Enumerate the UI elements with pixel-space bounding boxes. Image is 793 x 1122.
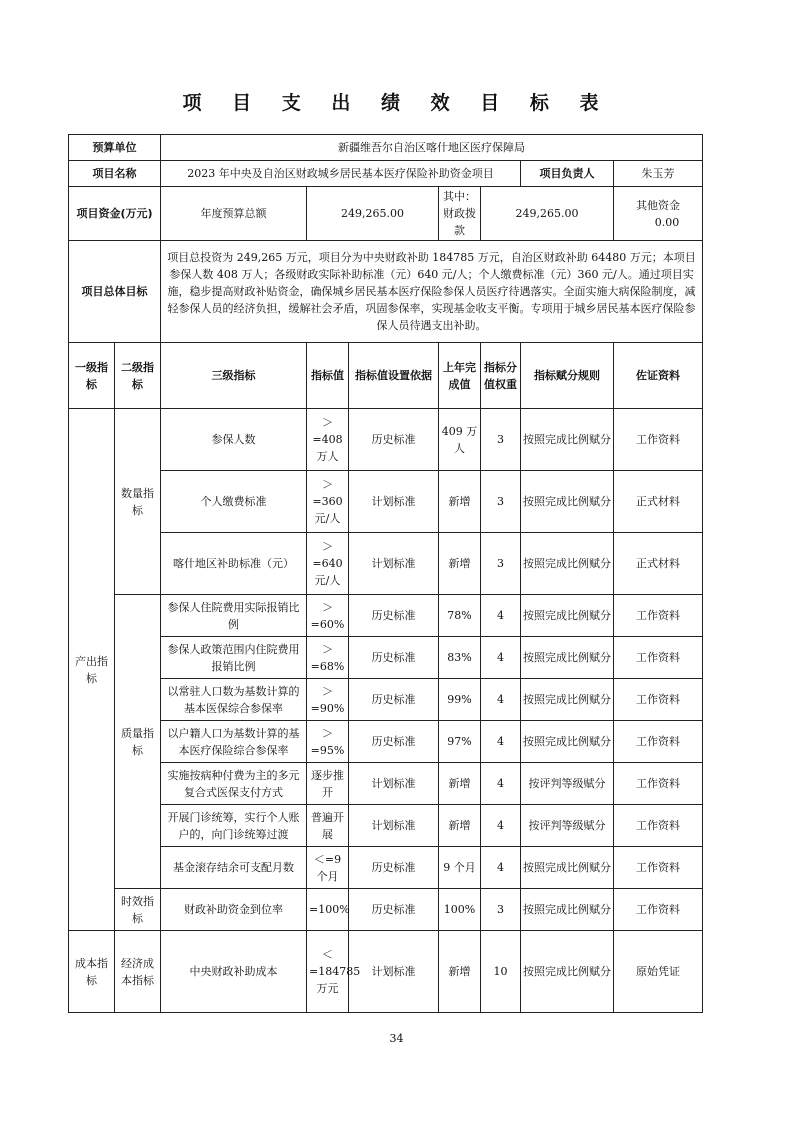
indicator-basis: 历史标准: [349, 409, 439, 471]
indicator-value: ＜=184785 万元: [307, 931, 349, 1013]
indicator-rule: 按照完成比例赋分: [521, 847, 614, 889]
indicator-weight: 3: [481, 409, 521, 471]
indicator-rule: 按照完成比例赋分: [521, 471, 614, 533]
indicator-weight: 3: [481, 471, 521, 533]
indicator-rule: 按照完成比例赋分: [521, 721, 614, 763]
indicator-rule: 按评判等级赋分: [521, 763, 614, 805]
project-owner-label: 项目负责人: [521, 161, 614, 187]
table-row: [69, 471, 703, 533]
indicator-basis: 计划标准: [349, 931, 439, 1013]
indicator-name: 参保人住院费用实际报销比例: [161, 595, 307, 637]
indicator-rule: 按评判等级赋分: [521, 805, 614, 847]
indicator-evidence: 工作资料: [614, 805, 703, 847]
page-title: 项 目 支 出 绩 效 目 标 表: [182, 92, 611, 114]
indicator-basis: 历史标准: [349, 721, 439, 763]
indicator-rule: 按照完成比例赋分: [521, 595, 614, 637]
indicator-value: ＜=9 个月: [307, 847, 349, 889]
indicator-last: 100%: [439, 889, 481, 931]
indicator-rule: 按照完成比例赋分: [521, 889, 614, 931]
funds-row: [69, 187, 703, 241]
header-level1: 一级指标: [69, 343, 115, 409]
indicator-evidence: 正式材料: [614, 471, 703, 533]
funds-label: 项目资金(万元): [69, 187, 161, 241]
indicator-value: ＞=408 万人: [307, 409, 349, 471]
project-owner-value: 朱玉芳: [614, 161, 703, 187]
budget-unit-value: 新疆维吾尔自治区喀什地区医疗保障局: [161, 135, 703, 161]
annual-budget-value: 249,265.00: [307, 187, 439, 241]
indicator-evidence: 工作资料: [614, 721, 703, 763]
performance-target-table: [68, 134, 703, 1013]
indicator-value: ＞=68%: [307, 637, 349, 679]
indicator-basis: 历史标准: [349, 637, 439, 679]
table-row: [69, 409, 703, 471]
indicator-name: 中央财政补助成本: [161, 931, 307, 1013]
indicator-basis: 历史标准: [349, 679, 439, 721]
indicator-weight: 4: [481, 805, 521, 847]
indicator-weight: 3: [481, 889, 521, 931]
level2-timeliness: 时效指标: [115, 889, 161, 931]
indicator-evidence: 原始凭证: [614, 931, 703, 1013]
fiscal-allocation-label: 其中：财政拨款: [439, 187, 481, 241]
other-funds-label: 其他资金: [636, 198, 681, 212]
indicator-last: 新增: [439, 763, 481, 805]
indicator-name: 喀什地区补助标准（元）: [161, 533, 307, 595]
level1-cost: 成本指标: [69, 931, 115, 1013]
indicator-rule: 按照完成比例赋分: [521, 533, 614, 595]
indicator-last: 78%: [439, 595, 481, 637]
indicator-rule: 按照完成比例赋分: [521, 409, 614, 471]
indicator-last: 新增: [439, 805, 481, 847]
indicator-last: 新增: [439, 471, 481, 533]
indicator-weight: 4: [481, 721, 521, 763]
indicator-weight: 10: [481, 931, 521, 1013]
indicator-name: 基金滚存结余可支配月数: [161, 847, 307, 889]
budget-unit-row: [69, 135, 703, 161]
indicator-rule: 按照完成比例赋分: [521, 637, 614, 679]
indicator-last: 新增: [439, 533, 481, 595]
indicator-evidence: 工作资料: [614, 595, 703, 637]
table-row: [69, 637, 703, 679]
indicator-basis: 历史标准: [349, 889, 439, 931]
indicator-value: ＞=640 元/人: [307, 533, 349, 595]
indicator-evidence: 工作资料: [614, 409, 703, 471]
table-row: [69, 847, 703, 889]
indicator-last: 新增: [439, 931, 481, 1013]
table-row: [69, 595, 703, 637]
indicator-value: ＞=95%: [307, 721, 349, 763]
header-rule: 指标赋分规则: [521, 343, 614, 409]
indicator-last: 99%: [439, 679, 481, 721]
level2-quality: 质量指标: [115, 595, 161, 889]
indicator-basis: 计划标准: [349, 471, 439, 533]
indicator-rule: 按照完成比例赋分: [521, 679, 614, 721]
indicator-weight: 4: [481, 637, 521, 679]
level1-output: 产出指标: [69, 409, 115, 931]
indicator-last: 409 万人: [439, 409, 481, 471]
indicator-evidence: 工作资料: [614, 763, 703, 805]
table-row: [69, 533, 703, 595]
table-row: [69, 889, 703, 931]
annual-budget-label: 年度预算总额: [161, 187, 307, 241]
indicator-last: 9 个月: [439, 847, 481, 889]
indicator-name: 以常驻人口数为基数计算的基本医保综合参保率: [161, 679, 307, 721]
overall-goal-text: 项目总投资为 249,265 万元，项目分为中央财政补助 184785 万元，自治区财政补助 64480 万元；本项目参保人数 408 万人；各级财政实际补助标准（元）640 元/人；个人缴费标准（元）360 元/人。通过项目实施，稳步提高财政补贴资金，确保城乡居民基本医疗保险参保人员医疗待遇落实。全面实施大病保险制度，减轻参保人员的经济负担，缓解社会矛盾，巩固参保率，实现基金收支平衡。专项用于城乡居民基本医疗保险参保人员待遇支出补助。: [161, 241, 703, 343]
indicator-weight: 4: [481, 847, 521, 889]
indicator-name: 财政补助资金到位率: [161, 889, 307, 931]
page-number: 34: [389, 1032, 404, 1045]
table-row: [69, 679, 703, 721]
header-last-year: 上年完成值: [439, 343, 481, 409]
indicator-value: ＞=360 元/人: [307, 471, 349, 533]
indicator-basis: 历史标准: [349, 847, 439, 889]
table-row: [69, 721, 703, 763]
indicator-basis: 历史标准: [349, 595, 439, 637]
indicator-evidence: 工作资料: [614, 637, 703, 679]
indicator-evidence: 正式材料: [614, 533, 703, 595]
header-evidence: 佐证资料: [614, 343, 703, 409]
indicator-evidence: 工作资料: [614, 847, 703, 889]
indicator-name: 个人缴费标准: [161, 471, 307, 533]
project-name-value: 2023 年中央及自治区财政城乡居民基本医疗保险补助资金项目: [161, 161, 521, 187]
other-funds-cell: [614, 187, 703, 241]
indicator-basis: 计划标准: [349, 533, 439, 595]
indicator-name: 开展门诊统筹，实行个人账户的，向门诊统筹过渡: [161, 805, 307, 847]
indicator-basis: 计划标准: [349, 763, 439, 805]
table-row: [69, 763, 703, 805]
indicator-value: 逐步推开: [307, 763, 349, 805]
indicator-value: 普遍开展: [307, 805, 349, 847]
indicator-value: ＞=90%: [307, 679, 349, 721]
level2-economic: 经济成本指标: [115, 931, 161, 1013]
indicator-evidence: 工作资料: [614, 679, 703, 721]
project-name-label: 项目名称: [69, 161, 161, 187]
budget-unit-label: 预算单位: [69, 135, 161, 161]
level2-quantity: 数量指标: [115, 409, 161, 595]
header-level3: 三级指标: [161, 343, 307, 409]
header-basis: 指标值设置依据: [349, 343, 439, 409]
fiscal-allocation-value: 249,265.00: [481, 187, 614, 241]
overall-goal-label: 项目总体目标: [69, 241, 161, 343]
indicator-header-row: [69, 343, 703, 409]
indicator-name: 以户籍人口为基数计算的基本医疗保险综合参保率: [161, 721, 307, 763]
indicator-last: 97%: [439, 721, 481, 763]
indicator-name: 参保人政策范围内住院费用报销比例: [161, 637, 307, 679]
indicator-weight: 4: [481, 679, 521, 721]
indicator-weight: 4: [481, 763, 521, 805]
indicator-last: 83%: [439, 637, 481, 679]
table-row: [69, 931, 703, 1013]
indicator-value: ＞=60%: [307, 595, 349, 637]
indicator-evidence: 工作资料: [614, 889, 703, 931]
header-value: 指标值: [307, 343, 349, 409]
project-name-row: [69, 161, 703, 187]
indicator-name: 实施按病种付费为主的多元复合式医保支付方式: [161, 763, 307, 805]
indicator-name: 参保人数: [161, 409, 307, 471]
header-weight: 指标分值权重: [481, 343, 521, 409]
overall-goal-row: [69, 241, 703, 343]
indicator-rule: 按照完成比例赋分: [521, 931, 614, 1013]
indicator-basis: 计划标准: [349, 805, 439, 847]
other-funds-value: 0.00: [654, 215, 680, 229]
indicator-value: =100%: [307, 889, 349, 931]
header-level2: 二级指标: [115, 343, 161, 409]
table-row: [69, 805, 703, 847]
indicator-weight: 4: [481, 595, 521, 637]
indicator-weight: 3: [481, 533, 521, 595]
